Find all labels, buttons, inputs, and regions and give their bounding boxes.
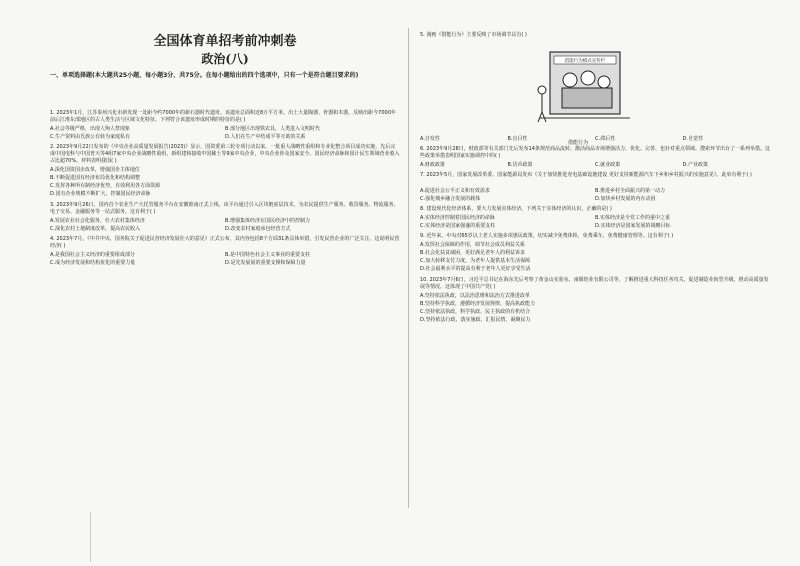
question-text: 9. 近年来，中央对65岁以上老人实施多项惠民政策，切实减少免费体检，免费乘车，免费健康管理等。这有利于( ) <box>420 233 674 239</box>
answer-option[interactable]: D.实体经济是国家发展的战略目标 <box>595 223 671 229</box>
answer-option[interactable]: B.社会化扶贫减困，更好满足老年人的利益诉求 <box>420 250 526 256</box>
answer-option[interactable]: D.国有企业规模不断扩大，控制国民经济命脉 <box>50 191 151 197</box>
page-subtitle: 政治(八) <box>201 52 249 66</box>
answer-option[interactable]: D.产业政策 <box>682 162 708 168</box>
answer-option[interactable]: D.人们在生产中结成平等互助的关系 <box>225 134 306 140</box>
answer-option[interactable]: A.促进社会公平正义和有效需求 <box>420 188 490 194</box>
cartoon-caption: 借能行为 <box>568 140 589 146</box>
answer-option[interactable]: B.坚持科学执政，遵循经济发展规律，提高执政能力 <box>420 301 536 307</box>
question-text: 10. 2023年7月6日，习近平总书记在海东先后考察了黄金山实验室、南塬铝业有限公司等，了解推进重大科技任务攻关、促进制造业转型升级、推动高质量发展等情况。这体现了中国共产党( ) <box>420 277 769 290</box>
answer-option[interactable]: C.成为经济发展和结构优化的重要力量 <box>50 260 136 266</box>
question-text: 8. 建设现代化经济体系，要大力发展实体经济。下列关于实体经济的认识，正确的是( ) <box>420 206 612 212</box>
answer-option[interactable]: B.实体经济是全党工作的重中之重 <box>595 215 671 221</box>
answer-option[interactable]: B.增强集体经济在国民经济中的控制力 <box>225 218 311 224</box>
answer-option[interactable]: A.深化国资国企改革，增强国企主体地位 <box>50 167 140 173</box>
question-text: 2. 2023年9月22日发布的《中央企业高质量发展报告(2023)》显示，国资委第三轮专项行动以来，一批重大战略性重组和专业化整合项目成功实施，先后完成中国电科与中国普天等4组7家中央企业战略性重组，新组建和接收中国稀土等9家中央企业，中央企业涉及国家安全、国民经济命脉和国计民生领域营业收入占比超70%。材料表明我国( ) <box>50 144 400 164</box>
cartoon-image <box>530 46 640 136</box>
answer-option[interactable]: B.盲目性 <box>507 136 528 142</box>
answer-option[interactable]: D.加快乡村发展的内在动因 <box>595 196 656 202</box>
answer-option[interactable]: C.生产资料由氏族公有转为家庭私有 <box>50 134 131 140</box>
cartoon-sign: 借能行为模式宣传栏 <box>564 59 606 64</box>
question-text: 3. 2023年9月26日，国内首个农业生产大托管服务平台在安徽淮南正式上线，该平台通过引入区块链底层技术，为农民提供生产服务、收货服务、物流服务、电子交易、金融服务等一站式服务。这有利于( ) <box>50 202 399 215</box>
answer-option[interactable]: D.改变农村家庭承包经营方式 <box>225 226 291 232</box>
answer-option[interactable]: A.自发性 <box>420 136 440 142</box>
answer-option[interactable]: C.滞后性 <box>595 136 616 142</box>
answer-option[interactable]: B.是中国特色社会主义事业的重要支柱 <box>225 252 311 258</box>
answer-option[interactable]: A.实体经济控制着国民经济的命脉 <box>420 215 495 221</box>
answer-option[interactable]: C.加大转移支付力度，为老年人提供基本生活保障 <box>420 258 531 264</box>
column-divider <box>408 28 409 508</box>
answer-option[interactable]: C.坚持依法执政，科学执政、民主执政的有机结合 <box>420 309 531 315</box>
answer-option[interactable]: C.强化城乡融合发展的载体 <box>420 196 481 202</box>
answer-option[interactable]: A.发展农业社会化服务，壮大农村集体经济 <box>50 218 145 224</box>
question-text: 4. 2023年7月，《中共中央、国务院关于促进民营经济发展壮大的意见》正式公布，其内容包括8个方面31条具体举措，引发民营企业的广泛关注。这说明民营经济( ) <box>50 236 400 249</box>
answer-option[interactable]: D.是先发展展的重要支撑和保障力量 <box>225 260 306 266</box>
answer-option[interactable]: B.不断促进国有经济布局优化和结构调整 <box>50 175 141 181</box>
page-title: 全国体育单招考前冲刺卷 <box>153 34 297 49</box>
answer-option[interactable]: A.社会等级严格，出现人殉人祭现象 <box>50 126 130 132</box>
answer-option[interactable]: A.是我国社会主义经济的重要组成部分 <box>50 252 135 258</box>
answer-option[interactable]: B.部分地区出现铁农具，人类进入文明时代 <box>225 126 321 132</box>
section-heading: 一、单项选择题(本大题共25小题，每小题3分，共75分。在每小题给出的四个选项中，只有一个是符合题目要求的) <box>50 72 359 79</box>
answer-option[interactable]: C.就业政策 <box>595 162 621 168</box>
answer-option[interactable]: B.货币政策 <box>507 162 533 168</box>
answer-option[interactable]: C.发挥各种所有制经济优势，有效利用各方面资源 <box>50 183 161 189</box>
answer-option[interactable]: C.深化农村土地制度改革，提高农民收入 <box>50 226 141 232</box>
answer-option[interactable]: A.坚持依法执政，以法治思维和法治方式推进改革 <box>420 293 530 299</box>
answer-option[interactable]: A.发挥社会保障的作用，调节社会成员利益关系 <box>420 242 525 248</box>
answer-option[interactable]: A.财政政策 <box>420 162 445 168</box>
scan-mark <box>90 512 91 562</box>
answer-option[interactable]: C.实体经济是国家强盛的重要支柱 <box>420 223 496 229</box>
answer-option[interactable]: D.社会福利水平的提高有利于老年人更好享受生活 <box>420 266 531 272</box>
question-text: 1. 2023年1月，江苏泰州兴化市新发现一处距今约7000年的新石器时代遗址。该遗址总面积近8万平方米，出土大量陶器、骨器和木器，反映出距今7000年前后江淮东部地区的古人类生活与区域文化特征。下列符合该遗址形成时期的特征的是( ) <box>50 110 396 123</box>
answer-option[interactable]: B.推进乡村全面振兴的第一动力 <box>595 188 666 194</box>
question-text: 7. 2023年5月，国家发展改革委、国家能源局发布《关于加快推进充电基础设施建设 更好支持新能源汽车下乡和乡村振兴的实施意见》。此举有利于( ) <box>420 172 752 178</box>
answer-option[interactable]: D.自觉性 <box>682 136 703 142</box>
answer-option[interactable]: D.坚持依法行政，落实施政、汇报民情、凝聚民力 <box>420 317 531 323</box>
question-text: 5. 漫画《借能行为》主要反映了市场调节具有( ) <box>420 32 527 38</box>
question-text: 6. 2023年9月28日，财政部等有关部门先后发布14条规范商品流转、激活商品市场增强活力、优化、完善、也针对重点领域、搜索环节出台了一系列举措。这些政策举措表明国家实施调控中的( ) <box>420 146 770 159</box>
